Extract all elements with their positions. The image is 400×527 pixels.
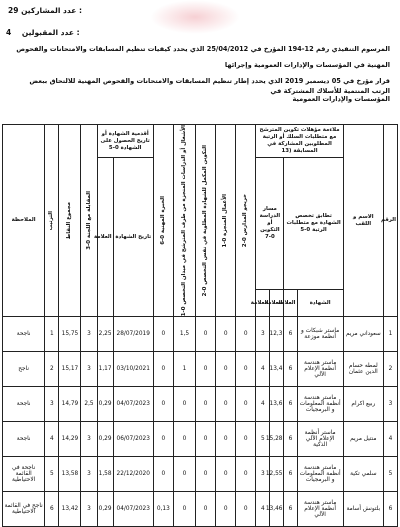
col-rank-header: الترتيب (45, 125, 59, 317)
row-higher: 0 (173, 387, 195, 422)
col-experience-header: الخبرة المهنية 0-6 (153, 125, 173, 317)
document-header (0, 0, 400, 120)
col-match-spec-header: تطابق تخصص الشهادة مع متطلبات الرتبة 0-5 (284, 158, 343, 290)
row-note: ناجحة (3, 387, 45, 422)
col-exam-header: المقابلة مع اللجنة 0-3 (81, 125, 97, 317)
row-cert-grade: 6 (284, 492, 297, 527)
results-table (2, 124, 398, 527)
row-total: 15,75 (59, 317, 81, 352)
row-experience: 0 (153, 387, 173, 422)
table-row (3, 422, 398, 457)
row-higher: 1 (173, 352, 195, 387)
accepted-label: عدد المقبولين : (21, 28, 80, 37)
row-exam: 3 (81, 457, 97, 492)
row-cert-date-grade: 1,58 (97, 457, 113, 492)
row-experience: 0 (153, 457, 173, 492)
row-path-grade: 3 (256, 317, 270, 352)
row-path-grade: 5 (256, 422, 270, 457)
row-grads: 0 (236, 317, 256, 352)
table-row (3, 457, 398, 492)
row-total: 14,79 (59, 387, 81, 422)
row-cert-grade: 6 (284, 457, 297, 492)
col-num-header: الرقم (383, 125, 397, 317)
col-cert-date-grade-header: العلامة (97, 158, 113, 317)
row-note: ناجح (3, 352, 45, 387)
stamp-watermark (150, 0, 240, 34)
row-cert-date-grade: 0,29 (97, 387, 113, 422)
row-cert-date: 03/10/2021 (113, 352, 153, 387)
row-num: 1 (383, 317, 397, 352)
row-additional-training: 0 (196, 352, 216, 387)
row-path-grade: 4 (256, 352, 270, 387)
row-name: سعوداني مريم (343, 317, 383, 352)
row-note: ناجحة في القائمة الاحتياطية (3, 457, 45, 492)
row-cert: ماستر هندسة أنظمة المعلومات و البرمجيات (297, 457, 343, 492)
row-cert-grade: 6 (284, 387, 297, 422)
col-path-value-header: العلامة (270, 290, 284, 317)
col-suitability-header: ملاءمة مؤهلات تكوين المترشح مع متطلبات السلك أو الرتبة المطلوبين المشاركة في المسابقة (13 (256, 125, 343, 158)
row-cert-grade: 6 (284, 422, 297, 457)
row-path-grade: 3 (256, 457, 270, 492)
row-exam: 3 (81, 317, 97, 352)
row-rank: 5 (45, 457, 59, 492)
row-note: ناجحة (3, 317, 45, 352)
participants-label: عدد المشاركين : (21, 6, 82, 15)
row-name: ربيع اكرام (343, 387, 383, 422)
row-name: منتيل مريم (343, 422, 383, 457)
table-body (3, 317, 398, 527)
row-name: سلمي تكية (343, 457, 383, 492)
col-higher-header: الأشغال أو الدراسات المنجزة من طرف المترشح في ميدان التخصص 0-1 (173, 125, 195, 317)
row-works: 0 (216, 387, 236, 422)
row-name: بلتونش أسامة (343, 492, 383, 527)
row-cert-date-grade: 1,17 (97, 352, 113, 387)
row-additional-training: 0 (196, 422, 216, 457)
row-total: 14,29 (59, 422, 81, 457)
row-num: 2 (383, 352, 397, 387)
row-path-grade: 4 (256, 492, 270, 527)
col-path-grade-header: العلامة (256, 290, 270, 317)
table-header-row-1 (3, 125, 398, 158)
row-additional-training: 0 (196, 317, 216, 352)
row-experience: 0 (153, 317, 173, 352)
col-cert-date-header: تاريخ الشهادة (113, 158, 153, 317)
intro-line-3: قرار مؤرخ في 05 ديسمبر 2019 الذي يحدد إطار تنظيم المسابقات والامتحانات والفحوص المهنية للالتحاق ببعض الرتب المنتمية للأسلاك المشتركة في (29, 77, 390, 95)
row-num: 5 (383, 457, 397, 492)
participants-line (8, 6, 82, 15)
row-cert-date: 04/07/2023 (113, 492, 153, 527)
row-higher: 1,5 (173, 317, 195, 352)
col-grads-header: خريجو المدارس 0-2 (236, 125, 256, 317)
row-exam: 2,5 (81, 387, 97, 422)
row-additional-training: 0 (196, 387, 216, 422)
row-path: 13,4 (270, 352, 284, 387)
row-rank: 2 (45, 352, 59, 387)
row-cert: ماستر أنظمة الإعلام الآلي الذكية (297, 422, 343, 457)
row-cert-grade: 6 (284, 352, 297, 387)
col-total-header: مجموع النقاط (59, 125, 81, 317)
col-cert-date-group-header: أقدمية الشهادة أو تاريخ الحصول على الشهادة 0-5 (97, 125, 153, 158)
table-row (3, 317, 398, 352)
row-cert-date-grade: 0,29 (97, 422, 113, 457)
row-exam: 3 (81, 352, 97, 387)
row-works: 0 (216, 352, 236, 387)
row-num: 6 (383, 492, 397, 527)
row-cert: ماستر هندسة أنظمة الإعلام الآلي (297, 492, 343, 527)
row-cert-date: 28/07/2019 (113, 317, 153, 352)
row-path: 15,28 (270, 422, 284, 457)
row-total: 13,42 (59, 492, 81, 527)
row-works: 0 (216, 492, 236, 527)
row-path: 13,46 (270, 492, 284, 527)
col-additional-training-header: التكوين المكمل للشهادة المطلوبة في نفس التخصص 0-2 (196, 125, 216, 317)
col-path-header: مسار الدراسة أو التكوين 0-7 (256, 158, 284, 290)
row-num: 4 (383, 422, 397, 457)
row-note: ناجح في القائمة الاحتياطية (3, 492, 45, 527)
row-path: 12,55 (270, 457, 284, 492)
row-rank: 3 (45, 387, 59, 422)
table-row (3, 387, 398, 422)
row-cert-grade: 6 (284, 317, 297, 352)
row-cert: ماستر هندسة أنظمة الإعلام الآلي (297, 352, 343, 387)
row-additional-training: 0 (196, 492, 216, 527)
row-cert: ماستر هندسة أنظمة المعلومات و البرمجيات (297, 387, 343, 422)
row-path: 12,3 (270, 317, 284, 352)
intro-line-2: المهنية في المؤسسات والإدارات العمومية وإجرائها (224, 61, 390, 69)
row-works: 0 (216, 317, 236, 352)
col-name-header: الاسم و اللقب (343, 125, 383, 317)
col-cert-header: الشهادة (297, 290, 343, 317)
table-row (3, 352, 398, 387)
row-works: 0 (216, 457, 236, 492)
row-rank: 4 (45, 422, 59, 457)
row-cert-date-grade: 0,29 (97, 492, 113, 527)
table-row (3, 492, 398, 527)
row-cert-date: 06/07/2023 (113, 422, 153, 457)
row-grads: 0 (236, 352, 256, 387)
row-grads: 0 (236, 492, 256, 527)
accepted-line (6, 28, 80, 37)
row-exam: 3 (81, 492, 97, 527)
row-cert-date-grade: 2,25 (97, 317, 113, 352)
row-grads: 0 (236, 422, 256, 457)
row-experience: 0,13 (153, 492, 173, 527)
col-cert-grade-header: العلامة (284, 290, 297, 317)
row-higher: 0 (173, 422, 195, 457)
participants-value: 29 (8, 6, 19, 15)
row-name: لمطه حسام الدين عثمان (343, 352, 383, 387)
intro-line-4: المؤسسات والإدارات العمومية (292, 95, 390, 103)
row-rank: 1 (45, 317, 59, 352)
intro-line-1: المرسوم التنفيذي رقم 12-194 المؤرخ في 25/04/2012 الذي يحدد كيفيات تنظيم المسابقات والامتحانات والفحوص (16, 45, 390, 53)
accepted-value: 4 (6, 28, 12, 37)
row-experience: 0 (153, 422, 173, 457)
row-cert: ماستر شبكات و أنظمة موزعة (297, 317, 343, 352)
col-works-header: الأعمال المنجزة 0-1 (216, 125, 236, 317)
row-path: 13,6 (270, 387, 284, 422)
row-path-grade: 4 (256, 387, 270, 422)
row-additional-training: 0 (196, 457, 216, 492)
row-higher: 0 (173, 457, 195, 492)
row-rank: 6 (45, 492, 59, 527)
row-note: ناجحة (3, 422, 45, 457)
row-experience: 0 (153, 352, 173, 387)
row-higher: 0 (173, 492, 195, 527)
row-grads: 0 (236, 457, 256, 492)
row-cert-date: 04/07/2023 (113, 387, 153, 422)
row-works: 0 (216, 422, 236, 457)
row-cert-date: 22/12/2020 (113, 457, 153, 492)
row-total: 15,17 (59, 352, 81, 387)
row-exam: 3 (81, 422, 97, 457)
row-num: 3 (383, 387, 397, 422)
col-notes-header: الملاحظة (3, 125, 45, 317)
row-grads: 0 (236, 387, 256, 422)
row-total: 13,58 (59, 457, 81, 492)
